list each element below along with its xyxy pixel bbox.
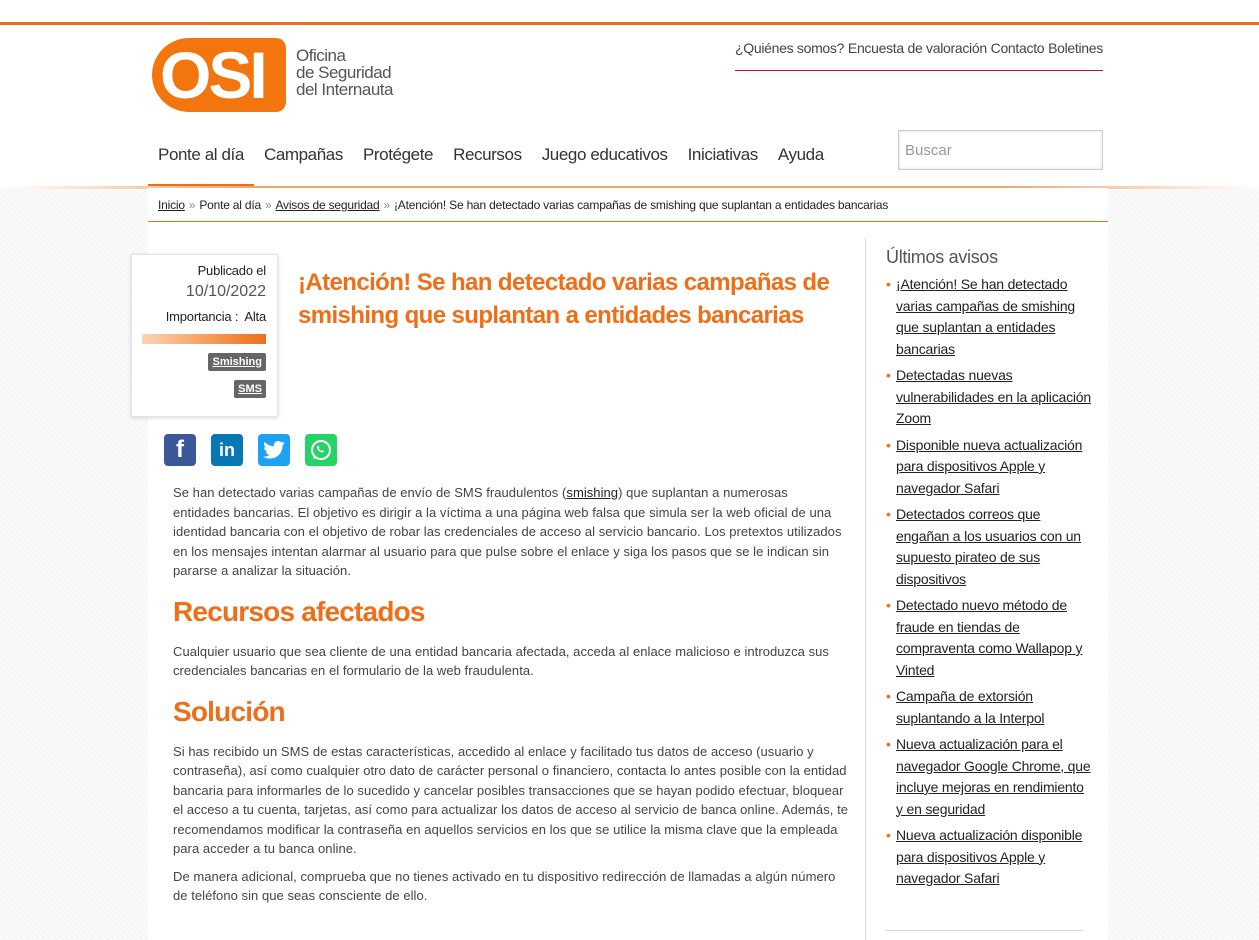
section-solucion-text-2: De manera adicional, comprueba que no tienes activado en tu dispositivo redirección de llamadas a algún número de teléfono sin que seas consciente de ello.: [173, 868, 836, 903]
nav-label: Recursos: [453, 145, 522, 164]
article-intro: [173, 483, 848, 581]
section-recursos-afectados-title: Recursos afectados: [173, 595, 425, 627]
alerts-list: [886, 274, 1091, 890]
section-solucion-text-1: Si has recibido un SMS de estas características, accedido al enlace y facilitado tus datos de acceso (usuario y contraseña), así como cualquier otro dato de carácter personal o financiero, contacta lo antes posible con la entidad bancaria para informarles de lo sucedido y cancelar posibles transacciones que se hayan podido efectuar, bloquear el acceso a tu cuenta, tarjetas, así como para actualizar los datos de acceso al servicio de banca online. Además, te recomendamos modificar la contraseña en aquellos servicios en los que se utilice la misma clave que la empleada para acceder a tu banca online.: [173, 743, 849, 856]
alert-link[interactable]: [886, 365, 1091, 430]
toplink-quienes-somos[interactable]: ¿Quiénes somos?: [735, 40, 845, 56]
tag-sms[interactable]: SMS: [234, 380, 266, 398]
logo-letters: OSI: [160, 38, 265, 112]
toplink-contacto[interactable]: Contacto: [990, 40, 1045, 56]
breadcrumb-inicio[interactable]: Inicio: [158, 198, 185, 212]
top-links: [735, 39, 1103, 71]
section-recursos-afectados-text: Cualquier usuario que sea cliente de una entidad bancaria afectada, acceda al enlace malicioso e introduzca sus credenciales bancarias en el formulario de la web fraudulenta.: [173, 643, 829, 678]
breadcrumb: [158, 198, 1108, 220]
alert-link[interactable]: [886, 686, 1091, 729]
linkedin-icon[interactable]: in: [211, 434, 243, 466]
twitter-icon[interactable]: [258, 434, 290, 466]
nav-item-protegete[interactable]: [353, 130, 443, 188]
alert-link[interactable]: [886, 274, 1091, 360]
alert-link[interactable]: [886, 504, 1091, 590]
alert-link[interactable]: [886, 595, 1091, 681]
alert-link-text: Detectados correos que engañan a los usuarios con un supuesto pirateo de sus dispositivos: [896, 506, 1081, 587]
publication-box: [131, 254, 278, 417]
nav-item-ponte-al-dia[interactable]: [148, 130, 254, 188]
alert-link-text: Detectadas nuevas vulnerabilidades en la aplicación Zoom: [896, 367, 1091, 426]
whatsapp-icon[interactable]: [305, 434, 337, 466]
smishing-link[interactable]: smishing: [566, 485, 619, 500]
search-input[interactable]: [898, 130, 1103, 170]
importance-label: Importancia :: [165, 309, 239, 324]
logo-line-1: Oficina: [296, 46, 346, 65]
importance-bar: [142, 334, 266, 344]
alert-link[interactable]: [886, 825, 1091, 890]
logo-line-2: de Seguridad: [296, 63, 392, 82]
nav-item-iniciativas[interactable]: [678, 130, 768, 188]
nav-item-campanas[interactable]: [254, 130, 353, 188]
alert-link-text: Detectado nuevo método de fraude en tiendas de compraventa como Wallapop y Vinted: [896, 597, 1083, 678]
share-bar: [164, 434, 337, 466]
main-container: [148, 188, 1108, 940]
breadcrumb-avisos[interactable]: Avisos de seguridad: [275, 198, 380, 212]
breadcrumb-separator: »: [383, 198, 390, 212]
logo-text: [296, 47, 416, 98]
nav-label: Iniciativas: [687, 145, 758, 164]
toplink-encuesta[interactable]: Encuesta de valoración: [847, 40, 987, 56]
tag-smishing[interactable]: Smishing: [208, 353, 266, 371]
alert-link-text: Nueva actualización para el navegador Google Chrome, que incluye mejoras en rendimiento y en seguridad: [896, 736, 1091, 817]
importance-value: Alta: [244, 309, 266, 324]
top-accent-bar: [0, 22, 1259, 25]
article-title: ¡Atención! Se han detectado varias campañas de smishing que suplantan a entidades bancarias: [298, 269, 830, 329]
sidebar-title: Últimos avisos: [886, 247, 998, 267]
published-date: 10/10/2022: [185, 283, 266, 300]
alert-link-text: Nueva actualización disponible para dispositivos Apple y navegador Safari: [896, 827, 1083, 886]
alert-link-text: Disponible nueva actualización para dispositivos Apple y navegador Safari: [896, 436, 1083, 496]
alert-link-text: Campaña de extorsión suplantando a la Interpol: [896, 688, 1045, 726]
nav-label: Juego educativos: [541, 145, 668, 164]
nav-item-juego-educativos[interactable]: [532, 130, 678, 188]
nav-label: Protégete: [362, 145, 434, 164]
logo-mark: [152, 38, 286, 112]
nav-item-ayuda[interactable]: [768, 130, 834, 188]
published-label: Publicado el: [197, 263, 266, 278]
logo-line-3: del Internauta: [296, 80, 393, 99]
importance: [142, 309, 266, 325]
alert-link-text: ¡Atención! Se han detectado varias campañas de smishing que suplantan a entidades bancarias: [896, 276, 1076, 357]
intro-text-before: Se han detectado varias campañas de envío de SMS fraudulentos (: [173, 485, 567, 500]
sidebar-divider: [865, 238, 866, 940]
osi-logo[interactable]: [152, 38, 412, 112]
nav-item-recursos[interactable]: [443, 130, 532, 188]
facebook-icon[interactable]: f: [164, 434, 196, 466]
sidebar-latest-alerts: [886, 246, 1091, 895]
section-solucion-title: Solución: [173, 695, 285, 727]
breadcrumb-divider: [148, 221, 1108, 222]
breadcrumb-current: ¡Atención! Se han detectado varias campañas de smishing que suplantan a entidades bancarias: [394, 198, 889, 212]
toplink-boletines[interactable]: Boletines: [1048, 40, 1103, 56]
nav-label: Ayuda: [777, 145, 824, 164]
intro-text-after: ) que suplantan a numerosas entidades bancarias. El objetivo es dirigir a la víctima a una página web falsa que simula ser la web oficial de una identidad bancaria con el objetivo de robar las credenciales de acceso al servicio bancario. Los pretextos utilizados en los mensajes intentan alarmar al usuario para que pulse sobre el enlace y siga los pasos que se le indican sin pararse a analizar la situación.: [173, 485, 842, 578]
breadcrumb-ponte-al-dia: Ponte al día: [199, 198, 261, 212]
sidebar-bottom-line: [886, 930, 1084, 931]
breadcrumb-separator: »: [264, 198, 272, 212]
main-nav: [148, 130, 834, 188]
nav-label: Ponte al día: [158, 145, 244, 164]
alert-link[interactable]: [886, 435, 1091, 500]
breadcrumb-separator: »: [188, 198, 196, 212]
alert-link[interactable]: [886, 734, 1091, 820]
article-body: [173, 483, 848, 914]
nav-label: Campañas: [263, 145, 343, 164]
